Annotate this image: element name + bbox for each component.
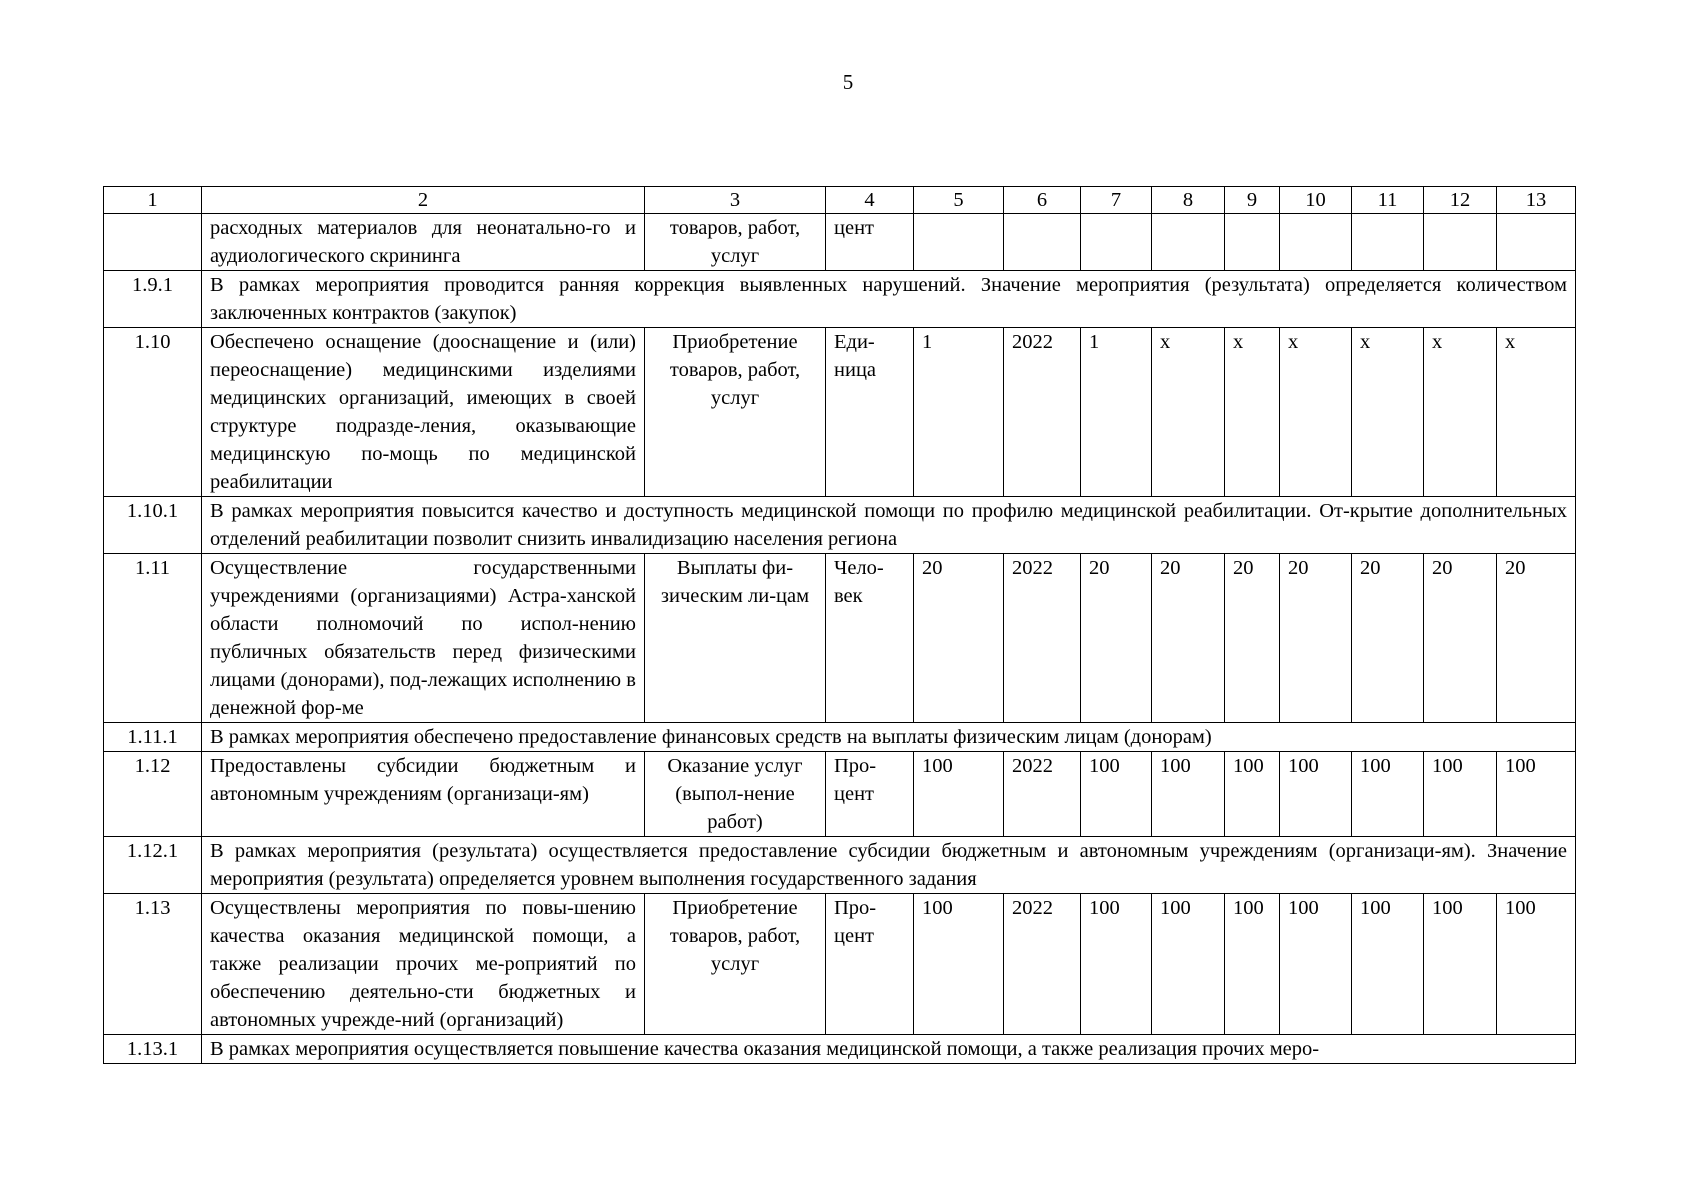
value-cell: 20 xyxy=(914,554,1004,723)
value-cell: 100 xyxy=(1152,752,1225,837)
unit-cell: Еди-ница xyxy=(826,328,914,497)
value-cell: 100 xyxy=(1225,752,1280,837)
row-number-cell: 1.10 xyxy=(104,328,202,497)
row-number-cell: 1.11 xyxy=(104,554,202,723)
item-name-cell: Осуществлены мероприятия по повы-шению качества оказания медицинской помощи, а также реализации прочих ме-роприятий по обеспечению деятельно-сти бюджетных и автономных учрежде-ний (организаций) xyxy=(202,894,645,1035)
value-cell: 100 xyxy=(1497,894,1576,1035)
header-cell: 4 xyxy=(826,187,914,214)
indicators-table xyxy=(103,186,1576,1064)
header-cell: 6 xyxy=(1004,187,1081,214)
row-number-cell: 1.11.1 xyxy=(104,723,202,752)
value-cell xyxy=(1424,214,1497,271)
row-number-cell xyxy=(104,214,202,271)
value-cell: 20 xyxy=(1152,554,1225,723)
value-cell xyxy=(1352,214,1424,271)
value-cell: 2022 xyxy=(1004,554,1081,723)
description-row xyxy=(104,837,1576,894)
page-number: 5 xyxy=(842,70,854,94)
value-cell: 2022 xyxy=(1004,752,1081,837)
value-cell: х xyxy=(1497,328,1576,497)
unit-cell: Про-цент xyxy=(826,752,914,837)
item-type-cell: Приобретение товаров, работ, услуг xyxy=(645,894,826,1035)
value-cell: х xyxy=(1280,328,1352,497)
value-cell: 1 xyxy=(914,328,1004,497)
header-cell: 7 xyxy=(1081,187,1152,214)
value-cell: х xyxy=(1225,328,1280,497)
item-row xyxy=(104,894,1576,1035)
value-cell: 100 xyxy=(1081,894,1152,1035)
description-row xyxy=(104,1035,1576,1064)
value-cell: 100 xyxy=(1081,752,1152,837)
item-name-cell: Обеспечено оснащение (дооснащение и (или) переоснащение) медицинскими изделиями медицинских организаций, имеющих в своей структуре подразде-ления, оказывающие медицинскую по-мощь по медицинской реабилитации xyxy=(202,328,645,497)
description-row xyxy=(104,497,1576,554)
value-cell: 100 xyxy=(1497,752,1576,837)
value-cell: 100 xyxy=(914,752,1004,837)
value-cell: 100 xyxy=(1352,894,1424,1035)
value-cell: 100 xyxy=(1424,894,1497,1035)
value-cell: х xyxy=(1352,328,1424,497)
header-cell: 10 xyxy=(1280,187,1352,214)
unit-cell: Про-цент xyxy=(826,894,914,1035)
header-cell: 12 xyxy=(1424,187,1497,214)
table-body xyxy=(104,187,1576,1064)
item-row xyxy=(104,328,1576,497)
description-cell: В рамках мероприятия повысится качество и доступность медицинской помощи по профилю медицинской реабилитации. От-крытие дополнительных отделений реабилитации позволит снизить инвалидизацию населения региона xyxy=(202,497,1576,554)
description-cell: В рамках мероприятия проводится ранняя коррекция выявленных нарушений. Значение мероприятия (результата) определяется количеством заключенных контрактов (закупок) xyxy=(202,271,1576,328)
value-cell: 20 xyxy=(1497,554,1576,723)
value-cell xyxy=(1280,214,1352,271)
value-cell: х xyxy=(1152,328,1225,497)
item-name-cell: Осуществление государственными учреждениями (организациями) Астра-ханской области полномочий по испол-нению публичных обязательств перед физическими лицами (донорами), под-лежащих исполнению в денежной фор-ме xyxy=(202,554,645,723)
item-type-cell: Выплаты фи-зическим ли-цам xyxy=(645,554,826,723)
value-cell: 20 xyxy=(1424,554,1497,723)
value-cell: 100 xyxy=(1152,894,1225,1035)
value-cell: 2022 xyxy=(1004,328,1081,497)
row-number-cell: 1.13.1 xyxy=(104,1035,202,1064)
unit-cell: цент xyxy=(826,214,914,271)
value-cell: 100 xyxy=(1225,894,1280,1035)
item-type-cell: Оказание услуг (выпол-нение работ) xyxy=(645,752,826,837)
header-cell: 8 xyxy=(1152,187,1225,214)
value-cell: 100 xyxy=(1280,752,1352,837)
description-row xyxy=(104,723,1576,752)
header-cell: 13 xyxy=(1497,187,1576,214)
description-row xyxy=(104,271,1576,328)
header-cell: 9 xyxy=(1225,187,1280,214)
value-cell: 100 xyxy=(1352,752,1424,837)
header-cell: 2 xyxy=(202,187,645,214)
value-cell xyxy=(1004,214,1081,271)
value-cell xyxy=(1152,214,1225,271)
row-number-cell: 1.12 xyxy=(104,752,202,837)
value-cell: 20 xyxy=(1225,554,1280,723)
row-number-cell: 1.10.1 xyxy=(104,497,202,554)
description-cell: В рамках мероприятия осуществляется повышение качества оказания медицинской помощи, а также реализация прочих меро- xyxy=(202,1035,1576,1064)
unit-cell: Чело-век xyxy=(826,554,914,723)
header-row xyxy=(104,187,1576,214)
item-name-cell: Предоставлены субсидии бюджетным и автономным учреждениям (организаци-ям) xyxy=(202,752,645,837)
value-cell: 2022 xyxy=(1004,894,1081,1035)
row-number-cell: 1.9.1 xyxy=(104,271,202,328)
value-cell: 100 xyxy=(914,894,1004,1035)
value-cell: 20 xyxy=(1081,554,1152,723)
value-cell: 100 xyxy=(1280,894,1352,1035)
value-cell xyxy=(1225,214,1280,271)
value-cell: 100 xyxy=(1424,752,1497,837)
row-number-cell: 1.13 xyxy=(104,894,202,1035)
value-cell xyxy=(1497,214,1576,271)
value-cell: х xyxy=(1424,328,1497,497)
value-cell: 20 xyxy=(1280,554,1352,723)
value-cell xyxy=(914,214,1004,271)
value-cell: 20 xyxy=(1352,554,1424,723)
description-cell: В рамках мероприятия (результата) осуществляется предоставление субсидии бюджетным и автономным учреждениям (организаци-ям). Значение мероприятия (результата) определяется уровнем выполнения государственного задания xyxy=(202,837,1576,894)
item-row xyxy=(104,752,1576,837)
item-type-cell: товаров, работ, услуг xyxy=(645,214,826,271)
header-cell: 5 xyxy=(914,187,1004,214)
value-cell xyxy=(1081,214,1152,271)
value-cell: 1 xyxy=(1081,328,1152,497)
item-row xyxy=(104,214,1576,271)
row-number-cell: 1.12.1 xyxy=(104,837,202,894)
header-cell: 1 xyxy=(104,187,202,214)
description-cell: В рамках мероприятия обеспечено предоставление финансовых средств на выплаты физическим лицам (донорам) xyxy=(202,723,1576,752)
item-name-cell: расходных материалов для неонатально-го и аудиологического скрининга xyxy=(202,214,645,271)
item-row xyxy=(104,554,1576,723)
header-cell: 3 xyxy=(645,187,826,214)
header-cell: 11 xyxy=(1352,187,1424,214)
item-type-cell: Приобретение товаров, работ, услуг xyxy=(645,328,826,497)
